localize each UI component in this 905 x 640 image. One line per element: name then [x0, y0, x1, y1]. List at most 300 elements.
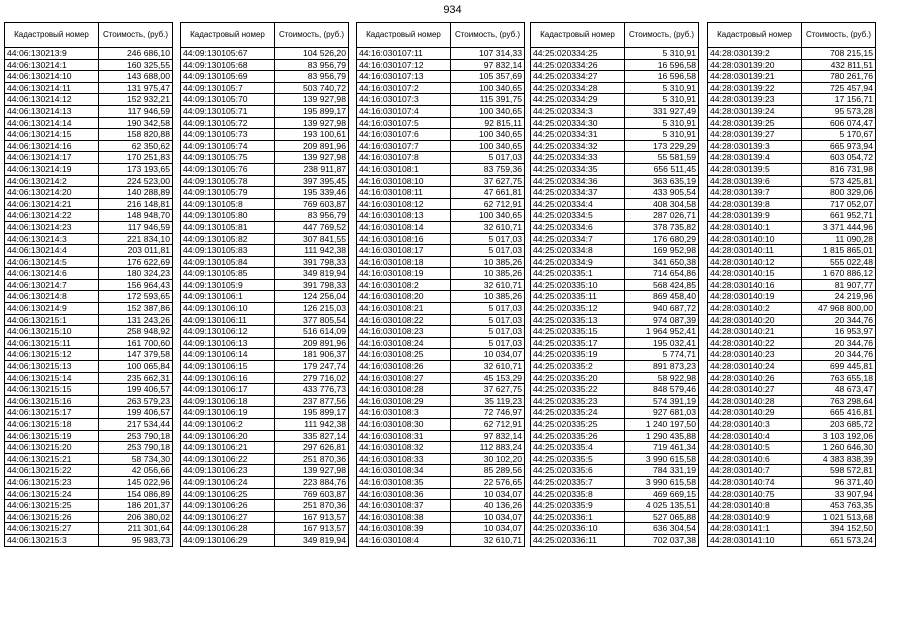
table-row [181, 163, 349, 175]
table-row [5, 523, 173, 535]
cadastral-number-cell: 44:06:130214:23 [5, 221, 99, 233]
cadastral-number-cell: 44:09:130106:14 [181, 349, 275, 361]
table-row [181, 175, 349, 187]
cadastral-number-cell: 44:16:030107:13 [357, 71, 451, 83]
cadastral-number-cell: 44:28:030140:75 [708, 488, 802, 500]
cadastral-number-cell: 44:25:020335:22 [531, 384, 625, 396]
table-row [357, 476, 525, 488]
cadastral-number-cell: 44:06:130214:16 [5, 140, 99, 152]
table-row [531, 419, 699, 431]
table-row [531, 465, 699, 477]
cadastral-number-cell: 44:16:030107:3 [357, 94, 451, 106]
cadastral-number-cell: 44:28:030139:8 [708, 198, 802, 210]
cadastral-number-cell: 44:28:030140:5 [708, 442, 802, 454]
value-cell: 32 610,71 [451, 221, 525, 233]
table-row [357, 291, 525, 303]
value-cell: 263 579,23 [99, 395, 173, 407]
table-row [531, 291, 699, 303]
cadastral-number-cell: 44:09:130106:22 [181, 453, 275, 465]
cadastral-number-cell: 44:25:020334:5 [531, 210, 625, 222]
table-row [357, 361, 525, 373]
table-row [357, 430, 525, 442]
value-cell: 940 687,72 [625, 303, 699, 315]
value-cell: 100 340,65 [451, 105, 525, 117]
table-row [181, 465, 349, 477]
table-row [708, 59, 876, 71]
table-row [531, 245, 699, 257]
table-row [5, 314, 173, 326]
value-cell: 816 731,98 [802, 163, 876, 175]
cadastral-number-cell: 44:09:130105:84 [181, 256, 275, 268]
cadastral-number-cell: 44:25:020334:30 [531, 117, 625, 129]
page-number: 934 [443, 4, 462, 16]
cadastral-number-cell: 44:06:130214:7 [5, 279, 99, 291]
value-cell: 195 032,41 [625, 337, 699, 349]
cadastral-number-cell: 44:25:020335:5 [531, 453, 625, 465]
cadastral-number-cell: 44:25:020335:15 [531, 326, 625, 338]
table-row [531, 175, 699, 187]
value-cell: 158 820,88 [99, 129, 173, 141]
value-cell: 112 883,24 [451, 442, 525, 454]
value-cell: 927 681,03 [625, 407, 699, 419]
cadastral-number-cell: 44:09:130106:28 [181, 523, 275, 535]
value-cell: 195 339,46 [275, 187, 349, 199]
value-cell: 211 301,64 [99, 523, 173, 535]
value-cell: 516 614,09 [275, 326, 349, 338]
table-row [357, 534, 525, 546]
value-cell: 148 948,70 [99, 210, 173, 222]
cadastral-number-cell: 44:09:130106:18 [181, 395, 275, 407]
value-cell: 100 340,65 [451, 82, 525, 94]
value-cell: 124 256,04 [275, 291, 349, 303]
value-cell: 10 034,07 [451, 523, 525, 535]
value-cell: 97 832,14 [451, 59, 525, 71]
cadastral-number-cell: 44:28:030140:19 [708, 291, 802, 303]
value-cell: 708 215,15 [802, 48, 876, 60]
cadastral-number-cell: 44:16:030108:29 [357, 395, 451, 407]
cadastral-number-cell: 44:25:020335:20 [531, 372, 625, 384]
cadastral-number-cell: 44:25:020335:2 [531, 361, 625, 373]
cadastral-number-cell: 44:06:130214:12 [5, 94, 99, 106]
cadastral-number-cell: 44:16:030108:22 [357, 314, 451, 326]
table-row [181, 488, 349, 500]
value-cell: 1 290 435,88 [625, 430, 699, 442]
table-row [708, 140, 876, 152]
table-row [5, 500, 173, 512]
value-cell: 83 956,79 [275, 71, 349, 83]
value-cell: 800 329,06 [802, 187, 876, 199]
value-cell: 665 416,81 [802, 407, 876, 419]
cadastral-number-cell: 44:09:130105:82 [181, 233, 275, 245]
cadastral-number-cell: 44:06:130215:10 [5, 326, 99, 338]
value-cell: 719 461,34 [625, 442, 699, 454]
table-row [531, 384, 699, 396]
table-row [708, 511, 876, 523]
value-cell: 81 907,77 [802, 279, 876, 291]
table-row [5, 326, 173, 338]
value-cell: 1 815 865,01 [802, 245, 876, 257]
cadastral-number-cell: 44:06:130215:19 [5, 430, 99, 442]
cadastral-number-cell: 44:16:030108:26 [357, 361, 451, 373]
cadastral-number-cell: 44:09:130105:7 [181, 82, 275, 94]
cadastral-number-cell: 44:28:030140:10 [708, 233, 802, 245]
value-cell: 469 669,15 [625, 488, 699, 500]
table-row [357, 500, 525, 512]
value-cell: 32 610,71 [451, 361, 525, 373]
value-cell: 172 593,65 [99, 291, 173, 303]
cadastral-number-cell: 44:28:030140:20 [708, 314, 802, 326]
value-cell: 152 387,86 [99, 303, 173, 315]
value-cell: 107 314,33 [451, 48, 525, 60]
value-cell: 33 907,94 [802, 488, 876, 500]
cadastral-number-cell: 44:06:130215:16 [5, 395, 99, 407]
cadastral-number-cell: 44:28:030139:27 [708, 129, 802, 141]
table-row [5, 175, 173, 187]
cadastral-number-cell: 44:28:030140:7 [708, 465, 802, 477]
value-cell: 714 654,86 [625, 268, 699, 280]
value-cell: 32 610,71 [451, 279, 525, 291]
value-cell: 665 973,94 [802, 140, 876, 152]
value-cell: 83 956,79 [275, 59, 349, 71]
table-row [357, 465, 525, 477]
cadastral-number-cell: 44:25:020336:10 [531, 523, 625, 535]
value-cell: 661 952,71 [802, 210, 876, 222]
value-cell: 4 383 838,39 [802, 453, 876, 465]
cadastral-number-cell: 44:25:020335:1 [531, 268, 625, 280]
table-row [708, 94, 876, 106]
table-row [5, 291, 173, 303]
table-row [531, 337, 699, 349]
cadastral-number-cell: 44:16:030107:12 [357, 59, 451, 71]
value-cell: 139 927,98 [275, 152, 349, 164]
cadastral-number-cell: 44:28:030140:4 [708, 430, 802, 442]
cadastral-number-cell: 44:06:130214:6 [5, 268, 99, 280]
value-cell: 199 406,57 [99, 407, 173, 419]
cadastral-number-cell: 44:09:130105:68 [181, 59, 275, 71]
table-row [5, 245, 173, 257]
cadastral-number-cell: 44:06:130214:11 [5, 82, 99, 94]
cadastral-number-cell: 44:06:130215:25 [5, 500, 99, 512]
table-row [357, 187, 525, 199]
table-row [5, 221, 173, 233]
table-row [708, 187, 876, 199]
value-cell: 161 700,60 [99, 337, 173, 349]
table-row [708, 453, 876, 465]
cadastral-number-cell: 44:28:030140:29 [708, 407, 802, 419]
cadastral-number-cell: 44:09:130105:79 [181, 187, 275, 199]
table-row [531, 314, 699, 326]
header-value: Стоимость, (руб.) [625, 23, 699, 48]
cadastral-number-cell: 44:09:130106:23 [181, 465, 275, 477]
cadastral-number-cell: 44:09:130105:67 [181, 48, 275, 60]
table-row [181, 279, 349, 291]
cadastral-number-cell: 44:09:130105:71 [181, 105, 275, 117]
cadastral-number-cell: 44:06:130214:17 [5, 152, 99, 164]
value-cell: 848 579,46 [625, 384, 699, 396]
cadastral-number-cell: 44:16:030108:13 [357, 210, 451, 222]
value-cell: 363 635,19 [625, 175, 699, 187]
table-row [708, 384, 876, 396]
value-cell: 206 380,02 [99, 511, 173, 523]
cadastral-number-cell: 44:16:030107:8 [357, 152, 451, 164]
cadastral-number-cell: 44:28:030139:22 [708, 82, 802, 94]
cadastral-number-cell: 44:25:020334:6 [531, 221, 625, 233]
value-cell: 574 391,19 [625, 395, 699, 407]
value-cell: 397 395,45 [275, 175, 349, 187]
cadastral-number-cell: 44:06:130214:3 [5, 233, 99, 245]
table-row [5, 372, 173, 384]
value-cell: 10 034,07 [451, 488, 525, 500]
cadastral-number-cell: 44:09:130105:85 [181, 268, 275, 280]
table-row [708, 442, 876, 454]
table-row [5, 395, 173, 407]
value-cell: 203 011,81 [99, 245, 173, 257]
cadastral-number-cell: 44:25:020334:36 [531, 175, 625, 187]
table-row [181, 105, 349, 117]
table-row [357, 442, 525, 454]
value-cell: 47 661,81 [451, 187, 525, 199]
value-cell: 100 340,65 [451, 140, 525, 152]
cadastral-number-cell: 44:06:130214:1 [5, 59, 99, 71]
value-cell: 725 457,94 [802, 82, 876, 94]
cadastral-number-cell: 44:28:030140:74 [708, 476, 802, 488]
cadastral-number-cell: 44:06:130215:26 [5, 511, 99, 523]
cadastral-number-cell: 44:25:020334:35 [531, 163, 625, 175]
cadastral-number-cell: 44:06:130214:13 [5, 105, 99, 117]
table-row [531, 94, 699, 106]
cadastral-number-cell: 44:09:130106:26 [181, 500, 275, 512]
value-cell: 111 942,38 [275, 245, 349, 257]
table-row [181, 221, 349, 233]
cadastral-number-cell: 44:25:020335:6 [531, 465, 625, 477]
table-row [181, 407, 349, 419]
value-cell: 297 626,81 [275, 442, 349, 454]
table-row [357, 349, 525, 361]
value-cell: 97 832,14 [451, 430, 525, 442]
table-row [708, 349, 876, 361]
table-row [357, 511, 525, 523]
value-cell: 5 310,91 [625, 48, 699, 60]
cadastral-number-cell: 44:06:130215:13 [5, 361, 99, 373]
value-cell: 5 017,03 [451, 303, 525, 315]
table-row [531, 71, 699, 83]
value-cell: 105 357,69 [451, 71, 525, 83]
value-cell: 349 819,94 [275, 268, 349, 280]
table-row [708, 71, 876, 83]
cadastral-number-cell: 44:25:020335:25 [531, 419, 625, 431]
cadastral-number-cell: 44:16:030108:16 [357, 233, 451, 245]
table-row [181, 210, 349, 222]
table-row [181, 442, 349, 454]
value-cell: 237 877,56 [275, 395, 349, 407]
table-row [181, 291, 349, 303]
table-row [181, 94, 349, 106]
cadastral-number-cell: 44:28:030139:6 [708, 175, 802, 187]
table-row [357, 152, 525, 164]
cadastral-number-cell: 44:06:130214:5 [5, 256, 99, 268]
value-cell: 10 385,26 [451, 256, 525, 268]
table-row [531, 326, 699, 338]
cadastral-number-cell: 44:25:020335:12 [531, 303, 625, 315]
cadastral-number-cell: 44:28:030141:1 [708, 523, 802, 535]
table-row [181, 500, 349, 512]
cadastral-number-cell: 44:25:020334:27 [531, 71, 625, 83]
cadastral-number-cell: 44:28:030140:9 [708, 511, 802, 523]
value-cell: 45 153,29 [451, 372, 525, 384]
table-row [5, 303, 173, 315]
value-cell: 391 798,33 [275, 256, 349, 268]
value-cell: 1 964 952,41 [625, 326, 699, 338]
cadastral-number-cell: 44:16:030108:38 [357, 511, 451, 523]
cadastral-number-cell: 44:16:030108:39 [357, 523, 451, 535]
value-cell: 702 037,38 [625, 534, 699, 546]
table-row [531, 442, 699, 454]
table-row [708, 326, 876, 338]
table-row [5, 140, 173, 152]
cadastral-number-cell: 44:16:030107:5 [357, 117, 451, 129]
table-row [181, 534, 349, 546]
value-cell: 20 344,76 [802, 314, 876, 326]
value-cell: 331 927,49 [625, 105, 699, 117]
value-cell: 203 685,72 [802, 419, 876, 431]
table-row [531, 372, 699, 384]
table-row [531, 129, 699, 141]
table-row [5, 94, 173, 106]
cadastral-number-cell: 44:06:130215:12 [5, 349, 99, 361]
cadastral-number-cell: 44:09:130105:70 [181, 94, 275, 106]
value-cell: 154 086,89 [99, 488, 173, 500]
table-row [5, 488, 173, 500]
cadastral-number-cell: 44:28:030139:25 [708, 117, 802, 129]
table-row [357, 48, 525, 60]
table-row [357, 268, 525, 280]
value-cell: 1 670 886,12 [802, 268, 876, 280]
table-row [708, 117, 876, 129]
table-row [357, 488, 525, 500]
value-cell: 193 100,61 [275, 129, 349, 141]
header-cadastral-number: Кадастровый номер [181, 23, 275, 48]
value-cell: 16 596,58 [625, 71, 699, 83]
cadastral-number-cell: 44:25:020334:7 [531, 233, 625, 245]
table-row [5, 384, 173, 396]
value-cell: 598 572,81 [802, 465, 876, 477]
table-row [5, 407, 173, 419]
cadastral-number-cell: 44:16:030108:12 [357, 198, 451, 210]
value-cell: 780 261,76 [802, 71, 876, 83]
table-row [708, 163, 876, 175]
table-row [181, 372, 349, 384]
table-row [531, 534, 699, 546]
value-cell: 16 953,97 [802, 326, 876, 338]
value-cell: 100 340,65 [451, 210, 525, 222]
cadastral-number-cell: 44:28:030139:7 [708, 187, 802, 199]
value-cell: 58 734,30 [99, 453, 173, 465]
table-row [357, 71, 525, 83]
table-row [181, 303, 349, 315]
table-row [531, 82, 699, 94]
header-value: Стоимость, (руб.) [451, 23, 525, 48]
value-cell: 48 673,47 [802, 384, 876, 396]
value-cell: 139 927,98 [275, 94, 349, 106]
cadastral-table-3 [356, 22, 525, 547]
table-row [5, 419, 173, 431]
table-row [708, 407, 876, 419]
cadastral-number-cell: 44:09:130106:27 [181, 511, 275, 523]
cadastral-number-cell: 44:09:130106:21 [181, 442, 275, 454]
table-row [181, 117, 349, 129]
value-cell: 258 948,92 [99, 326, 173, 338]
cadastral-number-cell: 44:16:030108:31 [357, 430, 451, 442]
value-cell: 5 017,03 [451, 245, 525, 257]
cadastral-number-cell: 44:28:030139:2 [708, 48, 802, 60]
cadastral-number-cell: 44:16:030108:32 [357, 442, 451, 454]
cadastral-number-cell: 44:09:130106:25 [181, 488, 275, 500]
table-row [357, 233, 525, 245]
table-row [708, 372, 876, 384]
table-row [5, 442, 173, 454]
table-row [357, 395, 525, 407]
table-row [5, 256, 173, 268]
value-cell: 145 022,96 [99, 476, 173, 488]
value-cell: 115 391,75 [451, 94, 525, 106]
cadastral-number-cell: 44:16:030108:35 [357, 476, 451, 488]
value-cell: 5 310,91 [625, 129, 699, 141]
value-cell: 5 774,71 [625, 349, 699, 361]
value-cell: 30 102,20 [451, 453, 525, 465]
table-row [357, 279, 525, 291]
table-row [5, 465, 173, 477]
table-row [357, 256, 525, 268]
value-cell: 3 103 192,06 [802, 430, 876, 442]
cadastral-number-cell: 44:28:030139:3 [708, 140, 802, 152]
table-row [5, 430, 173, 442]
table-row [531, 303, 699, 315]
value-cell: 891 873,23 [625, 361, 699, 373]
cadastral-number-cell: 44:28:030139:5 [708, 163, 802, 175]
table-row [531, 268, 699, 280]
table-row [357, 129, 525, 141]
cadastral-number-cell: 44:06:130215:27 [5, 523, 99, 535]
value-cell: 769 603,87 [275, 198, 349, 210]
value-cell: 139 927,98 [275, 117, 349, 129]
value-cell: 447 769,52 [275, 221, 349, 233]
cadastral-number-cell: 44:25:020335:10 [531, 279, 625, 291]
value-cell: 606 074,47 [802, 117, 876, 129]
cadastral-number-cell: 44:06:130215:22 [5, 465, 99, 477]
table-row [5, 210, 173, 222]
cadastral-number-cell: 44:28:030139:24 [708, 105, 802, 117]
value-cell: 143 688,00 [99, 71, 173, 83]
value-cell: 378 735,82 [625, 221, 699, 233]
value-cell: 335 827,14 [275, 430, 349, 442]
value-cell: 253 790,18 [99, 442, 173, 454]
cadastral-number-cell: 44:25:020334:4 [531, 198, 625, 210]
value-cell: 10 385,26 [451, 268, 525, 280]
value-cell: 246 686,10 [99, 48, 173, 60]
table-row [531, 140, 699, 152]
table-row [708, 303, 876, 315]
value-cell: 42 056,66 [99, 465, 173, 477]
value-cell: 156 964,43 [99, 279, 173, 291]
table-row [181, 48, 349, 60]
cadastral-number-cell: 44:16:030108:28 [357, 384, 451, 396]
cadastral-number-cell: 44:06:130214:15 [5, 129, 99, 141]
table-row [357, 140, 525, 152]
cadastral-number-cell: 44:09:130105:69 [181, 71, 275, 83]
value-cell: 96 371,40 [802, 476, 876, 488]
cadastral-number-cell: 44:09:130106:29 [181, 534, 275, 546]
cadastral-number-cell: 44:09:130106:10 [181, 303, 275, 315]
